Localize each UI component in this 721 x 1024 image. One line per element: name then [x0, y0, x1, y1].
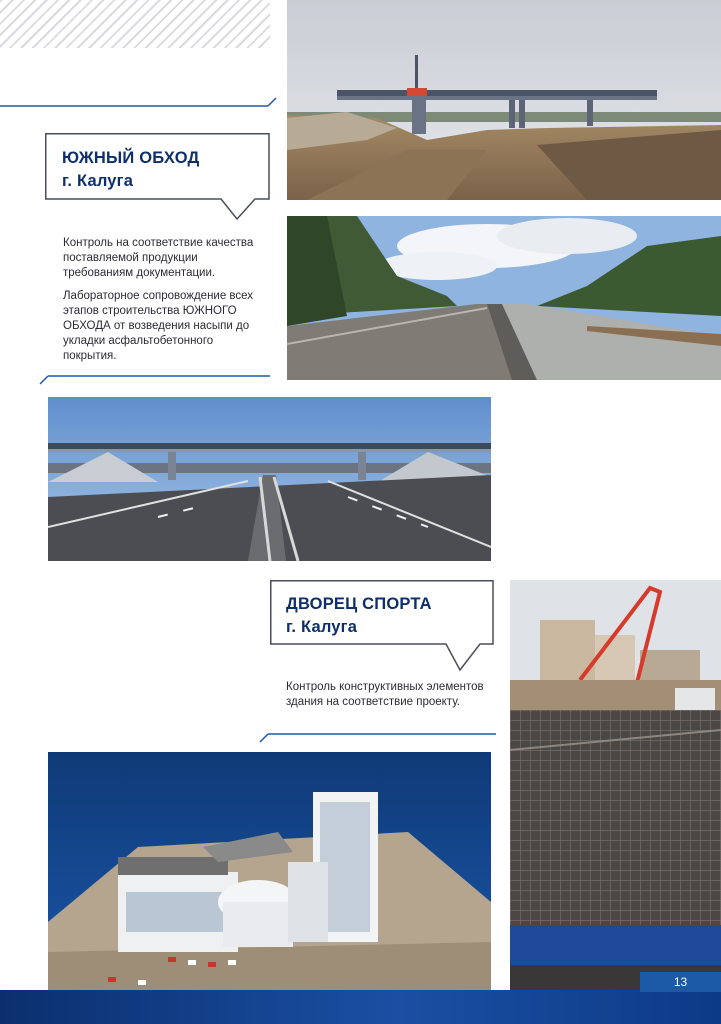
paragraph: Контроль на соответствие качества поставляемой продукции требованиям документации. [63, 237, 254, 279]
decorative-hatch-pattern [0, 0, 270, 48]
page-number: 13 [640, 972, 721, 992]
photo-bridge-construction [287, 0, 721, 200]
section-title [62, 147, 199, 193]
paragraph: Лабораторное сопровождение всех этапов строительства ЮЖНОГО ОБХОДА от возведения насыпи до укладки асфальтобетонного покрытия. [63, 290, 254, 362]
section1-text [63, 236, 268, 372]
accent-line-mid [38, 370, 273, 386]
section2-text [286, 680, 496, 718]
paragraph: Контроль конструктивных элементов здания на соответствие проекту. [286, 681, 484, 708]
accent-line-top [0, 96, 280, 116]
section-title-main: ДВОРЕЦ СПОРТА [286, 595, 432, 613]
callout-dvorets-sporta [270, 580, 500, 680]
callout-yuzhny-obkhod [45, 133, 275, 233]
photo-rebar-site [510, 580, 721, 990]
section-title-main: ЮЖНЫЙ ОБХОД [62, 149, 200, 167]
photo-highway-overpass [48, 397, 491, 561]
accent-line-lower [258, 730, 498, 746]
section-title-city: г. Калуга [62, 172, 134, 190]
photo-sports-palace-model [48, 752, 491, 990]
section-title [286, 593, 432, 639]
section-title-city: г. Калуга [286, 618, 358, 636]
photo-road-forest [287, 216, 721, 380]
footer-bar [0, 990, 721, 1024]
